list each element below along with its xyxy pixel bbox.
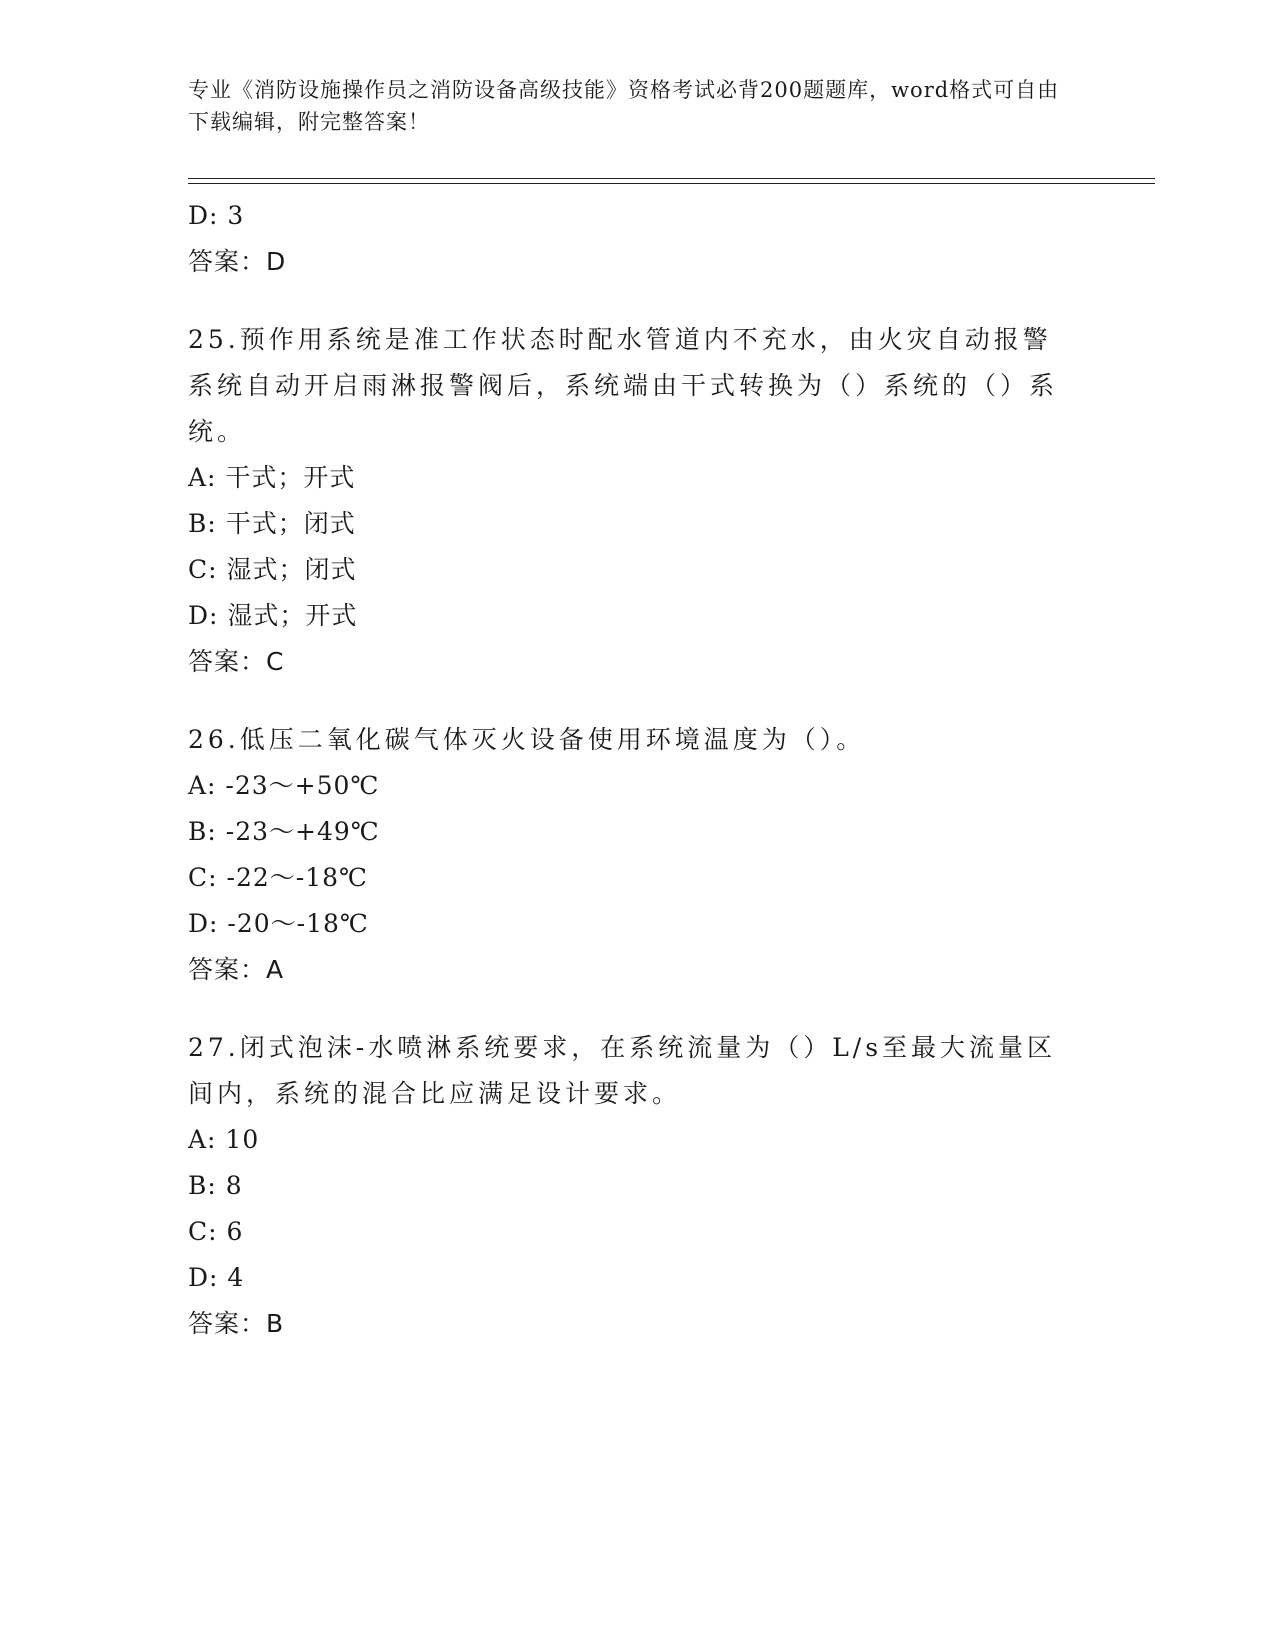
option-b: B: 8 [188,1171,243,1200]
prev-answer: 答案：D [188,247,287,276]
option-a: A: 10 [188,1125,260,1154]
answer: 答案：C [188,647,285,676]
option-c: C: -22～-18℃ [188,863,368,892]
option-a: A: 干式；开式 [188,463,356,492]
option-d: D: -20～-18℃ [188,909,369,938]
question-26 [188,717,1088,993]
option-c: C: 6 [188,1217,244,1246]
question-25 [188,317,1088,685]
option-c: C: 湿式；闭式 [188,555,357,584]
prev-option-d: D: 3 [188,201,245,230]
option-b: B: -23～+49℃ [188,817,380,846]
header-rule-bottom [188,183,1155,184]
question-stem: 25.预作用系统是准工作状态时配水管道内不充水，由火灾自动报警系统自动开启雨淋报警阀后，系统端由干式转换为（）系统的（）系统。 [188,325,1059,446]
question-stem: 26.低压二氧化碳气体灭火设备使用环境温度为（）。 [188,725,866,754]
option-d: D: 4 [188,1263,245,1292]
question-stem: 27.闭式泡沫-水喷淋系统要求，在系统流量为（）L/s至最大流量区间内，系统的混合比应满足设计要求。 [188,1033,1057,1108]
answer: 答案：A [188,955,285,984]
document-header: 专业《消防设施操作员之消防设备高级技能》资格考试必背200题题库，word格式可自由下载编辑，附完整答案！ [188,78,1060,134]
option-d: D: 湿式；开式 [188,601,358,630]
question-27 [188,1025,1088,1347]
answer: 答案：B [188,1309,285,1338]
option-b: B: 干式；闭式 [188,509,356,538]
question-list [188,193,1088,1347]
header-rule-top [188,178,1155,179]
option-a: A: -23～+50℃ [188,771,380,800]
